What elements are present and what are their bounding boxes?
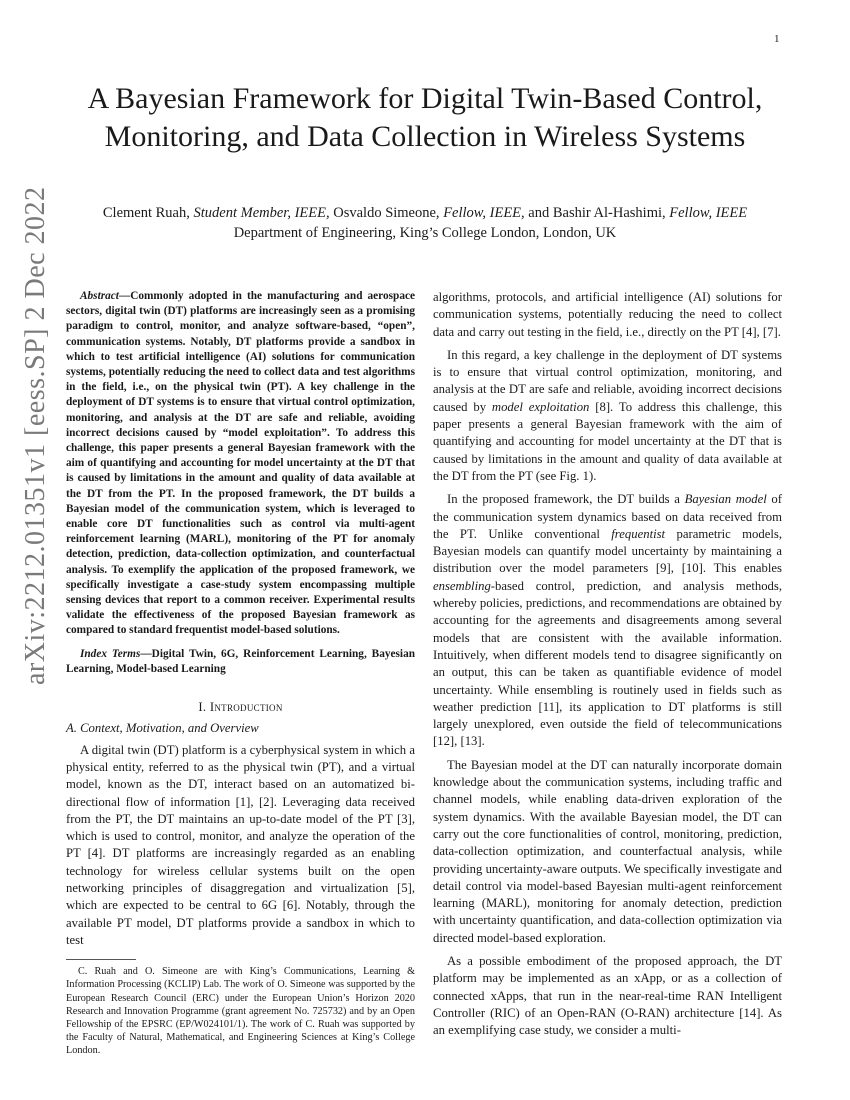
section-number: I. [198, 700, 207, 715]
body-paragraph: As a possible embodiment of the proposed approach, the DT platform may be implemented as an xApp, or as a collection of connected xApps, that run in the near-real-time RAN Intelligent Controller (RIC) of an Open-RAN (O-RAN) architecture [14]. As an exemplifying case study, we consider a multi- [433, 953, 782, 1038]
arxiv-identifier-stamp: arXiv:2212.01351v1 [eess.SP] 2 Dec 2022 [20, 186, 51, 685]
footnote: C. Ruah and O. Simeone are with King’s Communications, Learning & Information Processing (KCLIP) Lab. The work of O. Simeone was supported by the European Research Council (ERC) under the European Union’s Horizon 2020 Research and Innovation Programme (grant agreement No. 725732) and by an Open Fellowship of the EPSRC (EP/W024101/1). The work of C. Ruah was supported by the Faculty of Natural, Mathematical, and Engineering Sciences at King’s College London. [66, 966, 415, 1057]
abstract-text: —Commonly adopted in the manufacturing and aerospace sectors, digital twin (DT) platforms are increasingly seen as a promising paradigm to control, monitor, and analyze software-based, “open”, communication systems. Notably, DT platforms provide a sandbox in which to test artificial intelligence (AI) solutions for communication systems, potentially reducing the need to collect data and test algorithms in the field, i.e., on the physical twin (PT). A key challenge in the deployment of DT systems is to ensure that virtual control optimization, monitoring, and analysis at the DT are safe and reliable, avoiding incorrect decisions caused by “model exploitation”. To address this challenge, this paper presents a general Bayesian framework with the aim of quantifying and accounting for model uncertainty at the DT that is caused by limitations in the amount and quality of data available at the DT from the PT. In the proposed framework, the DT builds a Bayesian model of the communication system, which is leveraged to enable core DT functionalities such as control via multi-agent reinforcement learning (MARL), monitoring of the PT for anomaly detection, prediction, data-collection optimization, and counterfactual analysis. To exemplify the application of the proposed framework, we specifically investigate a case-study system encompassing multiple sensing devices that report to a common receiver. Experimental results validate the effectiveness of the proposed Bayesian framework as compared to standard frequentist model-based solutions. [66, 290, 415, 637]
section-title: Introduction [209, 700, 283, 715]
subsection-heading: A. Context, Motivation, and Overview [66, 721, 259, 736]
index-terms [66, 647, 415, 677]
abstract-label: Abstract [80, 290, 119, 302]
index-terms-text: —Digital Twin, 6G, Reinforcement Learning, Bayesian Learning, Model-based Learning [66, 647, 415, 675]
author-list: Clement Ruah, Student Member, IEEE, Osvaldo Simeone, Fellow, IEEE, and Bashir Al-Hashimi, Fellow, IEEE [102, 205, 748, 221]
affiliation: Department of Engineering, King’s College London, London, UK [233, 225, 617, 241]
body-paragraph: A digital twin (DT) platform is a cyberphysical system in which a physical entity, referred to as the physical twin (PT), and a virtual model, known as the DT, interact based on an automatized bi-directional flow of information [1], [2]. Leveraging data received from the PT, the DT maintains an up-to-date model of the PT [3], which is used to control, monitor, and analyze the operation of the PT [4]. DT platforms are increasingly regarded as an enabling technology for wireless cellular systems built on the open networking principles of disaggregation and virtualization [5], which are expected to be central to 6G [6]. Notably, through the available PT model, DT platforms provide a sandbox in which to test [66, 742, 415, 947]
author-block [60, 203, 790, 243]
body-paragraph: algorithms, protocols, and artificial intelligence (AI) solutions for communication systems, potentially reducing the need to collect data and carry out testing in the field, i.e., directly on the PT [4], [7]. [433, 290, 782, 339]
paper-title: A Bayesian Framework for Digital Twin-Based Control, Monitoring, and Data Collection in Wireless Systems [87, 82, 763, 153]
index-terms-label: Index Terms [80, 647, 141, 660]
abstract [66, 289, 415, 639]
right-column [433, 289, 782, 1039]
body-paragraph: In this regard, a key challenge in the deployment of DT systems is to ensure that virtual control optimization, monitoring, and analysis at the DT are safe and reliable, avoiding incorrect decisions caused by model exploitation [8]. To address this challenge, this paper presents a general Bayesian framework with the aim of quantifying and accounting for model uncertainty at the DT that is caused by limitations in the amount and quality of data available at the DT from the PT (see Fig. 1). [433, 347, 782, 483]
page-number: 1 [774, 33, 780, 45]
body-paragraph: In the proposed framework, the DT builds a Bayesian model of the communication system dynamics based on data received from the PT. Unlike conventional frequentist parametric models, Bayesian models can quantify model uncertainty by maintaining a distribution over the model parameters [9], [10]. This enables ensembling-based control, prediction, and analysis methods, whereby policies, predictions, and recommendations are obtained by accounting for the agreements and disagreements among several models that are consistent with the available information. Intuitively, when different models tend to disagree significantly on an output, this can be taken as quantifiable evidence of model uncertainty. While ensembling is routinely used in fields such as weather prediction [11], its application to DT platforms is still largely unexplored, even outside the field of telecommunications [12], [13]. [433, 492, 783, 749]
section-heading-introduction [66, 699, 415, 716]
footnote-divider [66, 959, 136, 960]
left-column [66, 289, 415, 1058]
body-paragraph: The Bayesian model at the DT can naturally incorporate domain knowledge about the communication systems, including traffic and channel models, while enabling data-driven exploration of the system dynamics. With the available Bayesian model, the DT can carry out the core functionalities of control, monitoring, prediction, data-collection optimization, and counterfactual analysis, while providing uncertainty-aware outputs. We specifically investigate and detail control via model-based Bayesian multi-agent reinforcement learning (MARL), monitoring for anomaly detection, prediction with uncertainty quantification, and data-collection optimization via directed model-based exploration. [433, 757, 782, 945]
